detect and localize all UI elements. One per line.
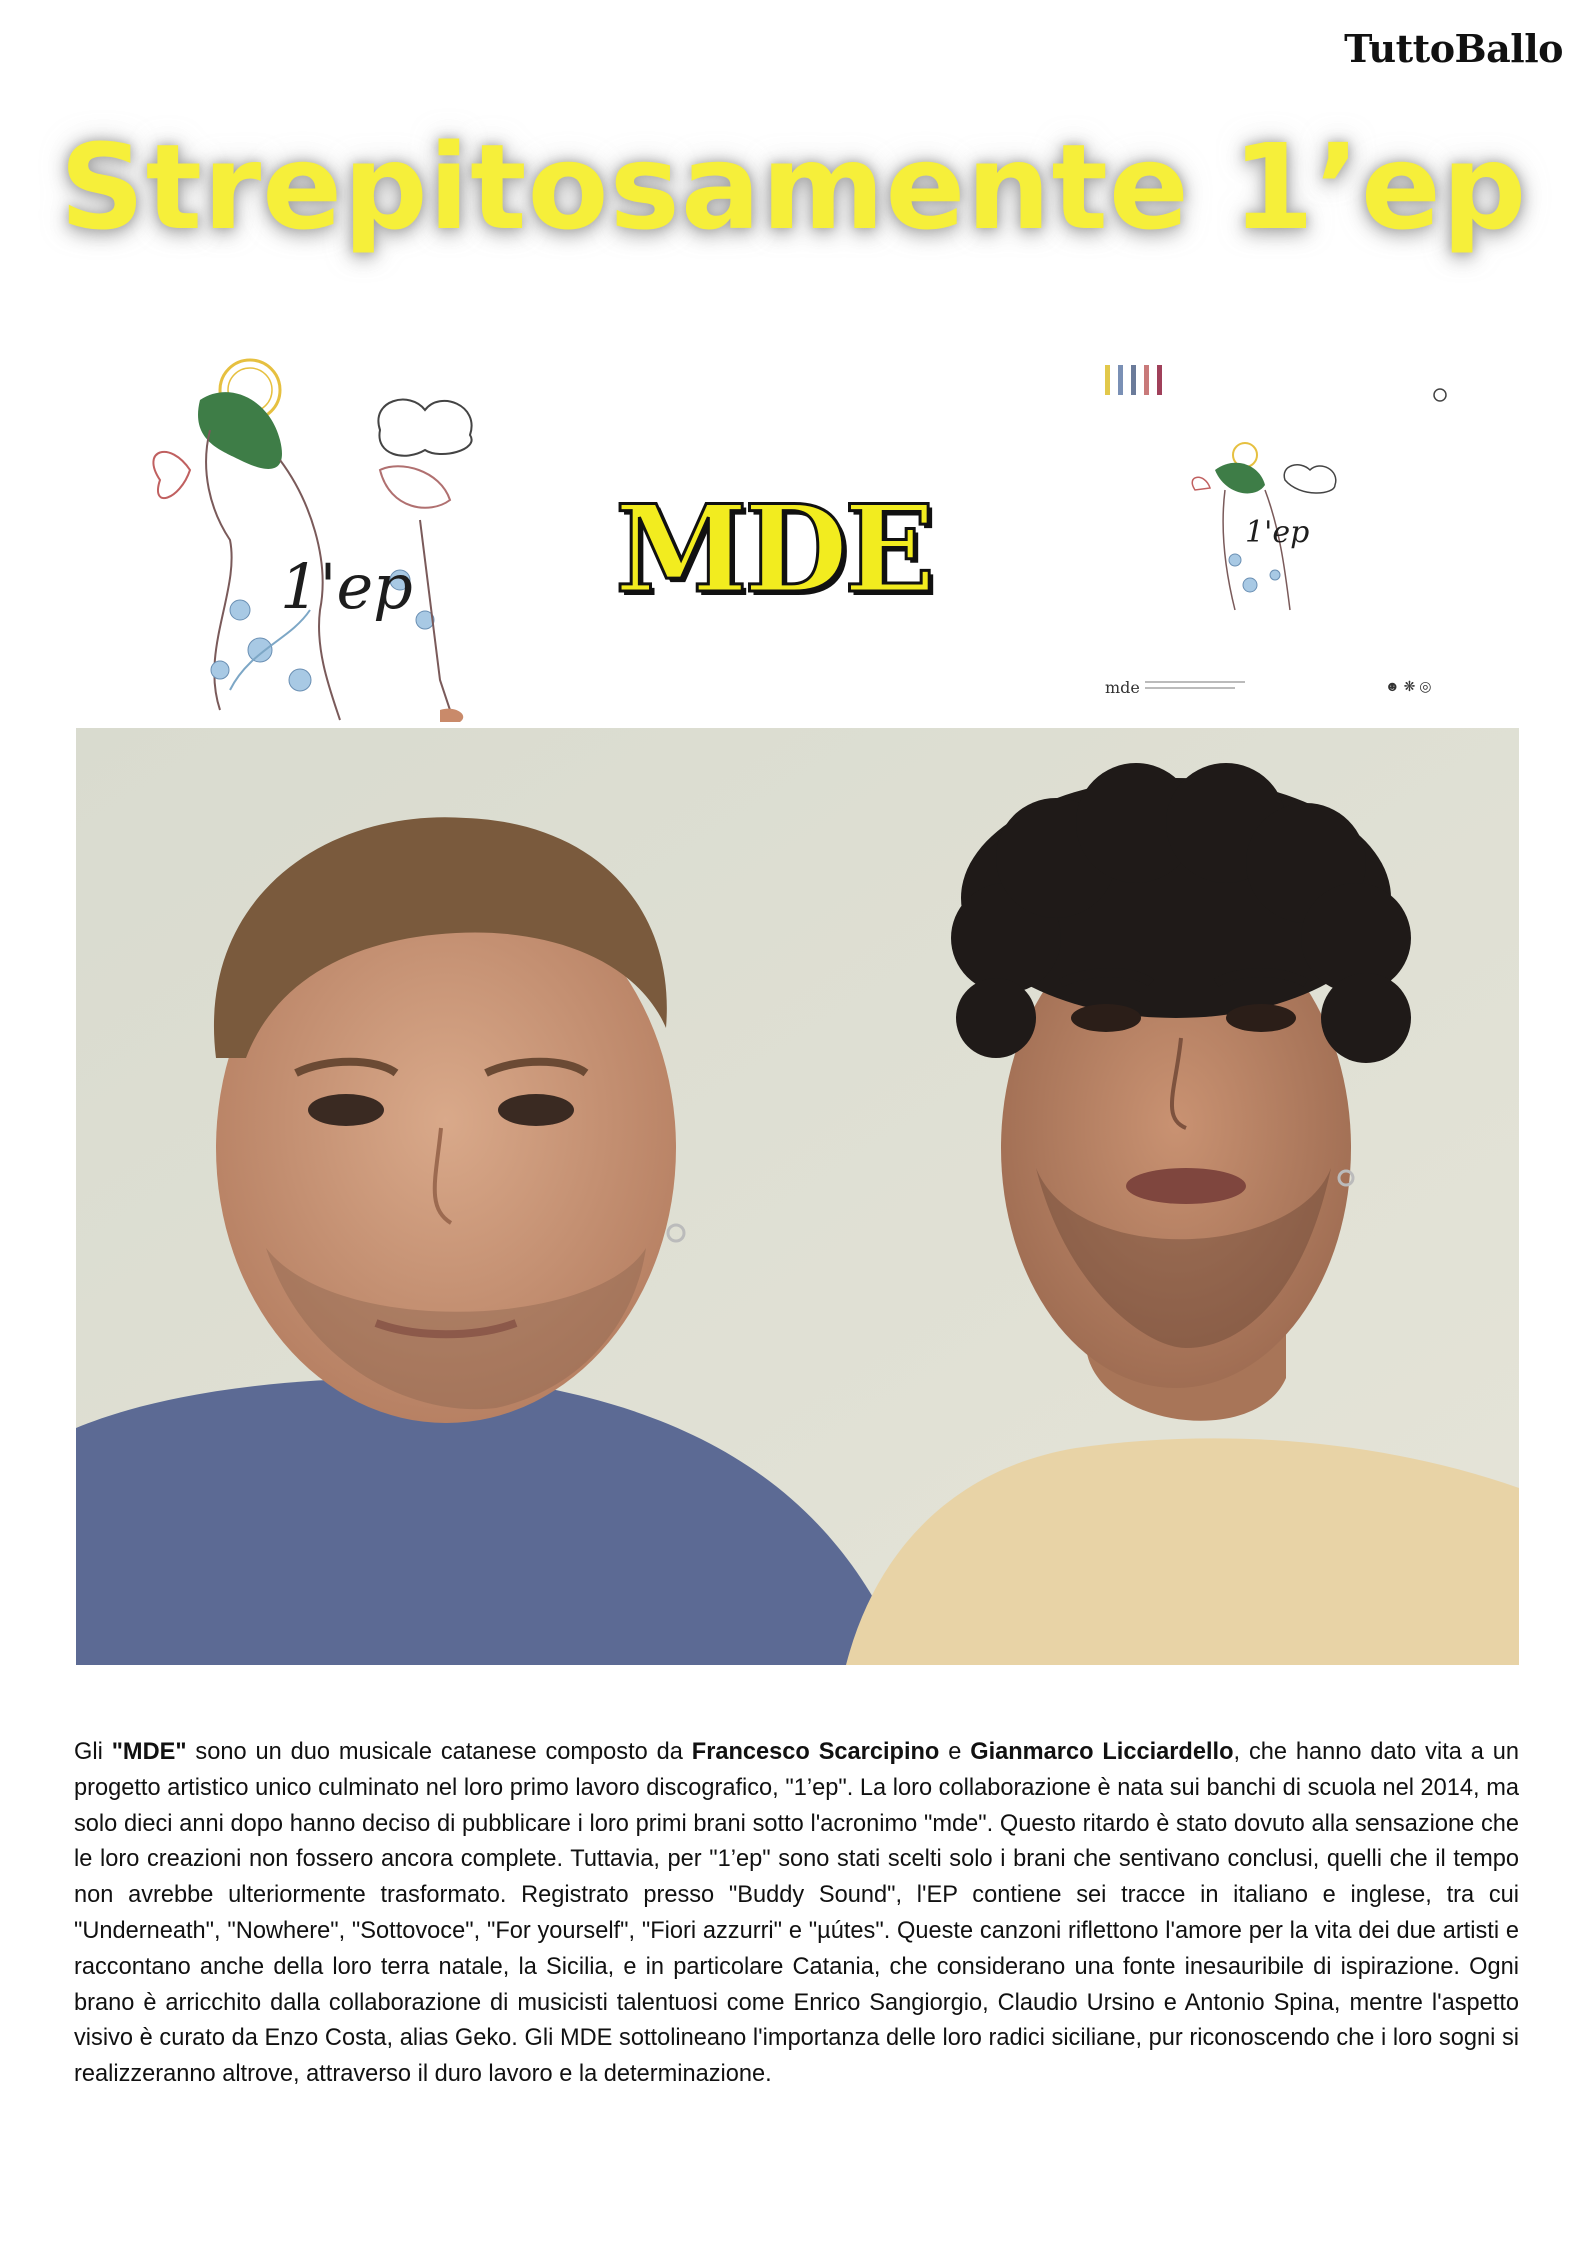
social-icons: ☻ ❋ ◎ bbox=[1385, 678, 1432, 694]
cover-back-label: mde bbox=[1105, 678, 1140, 697]
cover-title: 1'ep bbox=[280, 550, 413, 623]
member-name-2: Gianmarco Licciardello bbox=[970, 1739, 1234, 1765]
article-text: sono un duo musicale catanese composto da bbox=[186, 1739, 692, 1765]
member-name-1: Francesco Scarcipino bbox=[691, 1739, 940, 1765]
article-text: , che hanno dato vita a un progetto artistico unico culminato nel loro primo lavoro discografico, "1’ep". La loro collaborazione è nata sui banchi di scuola nel 2014, ma solo dieci anni dopo hanno deciso di pubblicare i loro primi brani sotto l'acronimo "mde". Questo ritardo è stato dovuto alla sensazione che le loro creazioni non fossero ancora complete. Tuttavia, per "1’ep" sono stati scelti solo i brani che sentivano conclusi, quelli che il tempo non avrebbe ulteriormente trasformato. Registrato presso "Buddy Sound", l'EP contiene sei tracce in italiano e inglese, tra cui "Underneath", "Nowhere", "Sottovoce", "For yourself", "Fiori azzurri" e "µútes". Queste canzoni riflettono l'amore per la vita dei due artisti e raccontano anche della loro terra natale, la Sicilia, e in particolare Catania, che considerano una fonte inesauribile di ispirazione. Ogni brano è arricchito dalla collaborazione di musicisti talentuosi come Enrico Sangiorgio, Claudio Ursino e Antonio Spina, mentre l'aspetto visivo è curato da Enzo Costa, alias Geko. Gli MDE sottolineano l'importanza delle loro radici siciliane, pur riconoscendo che i loro sogni si realizzeranno altrove, attraverso il duro lavoro e la determinazione. bbox=[74, 1739, 1520, 2088]
mde-logo: MDE bbox=[615, 479, 932, 620]
album-cover-back bbox=[1085, 360, 1455, 710]
article-text: Gli bbox=[74, 1739, 112, 1765]
article-body bbox=[74, 1735, 1519, 2093]
page-title: Strepitosamente 1’ep bbox=[59, 118, 1528, 256]
album-cover-illustration bbox=[140, 350, 520, 730]
cover-back-title: 1'ep bbox=[1245, 515, 1310, 550]
duo-photo-illustration bbox=[76, 728, 1519, 1665]
cover-art-row bbox=[0, 340, 1587, 730]
band-name: "MDE" bbox=[111, 1739, 187, 1765]
brand-logo: TuttoBallo bbox=[1344, 26, 1563, 71]
cover-drawing bbox=[140, 350, 520, 730]
duo-photo bbox=[76, 728, 1519, 1665]
article-text: e bbox=[939, 1739, 971, 1765]
